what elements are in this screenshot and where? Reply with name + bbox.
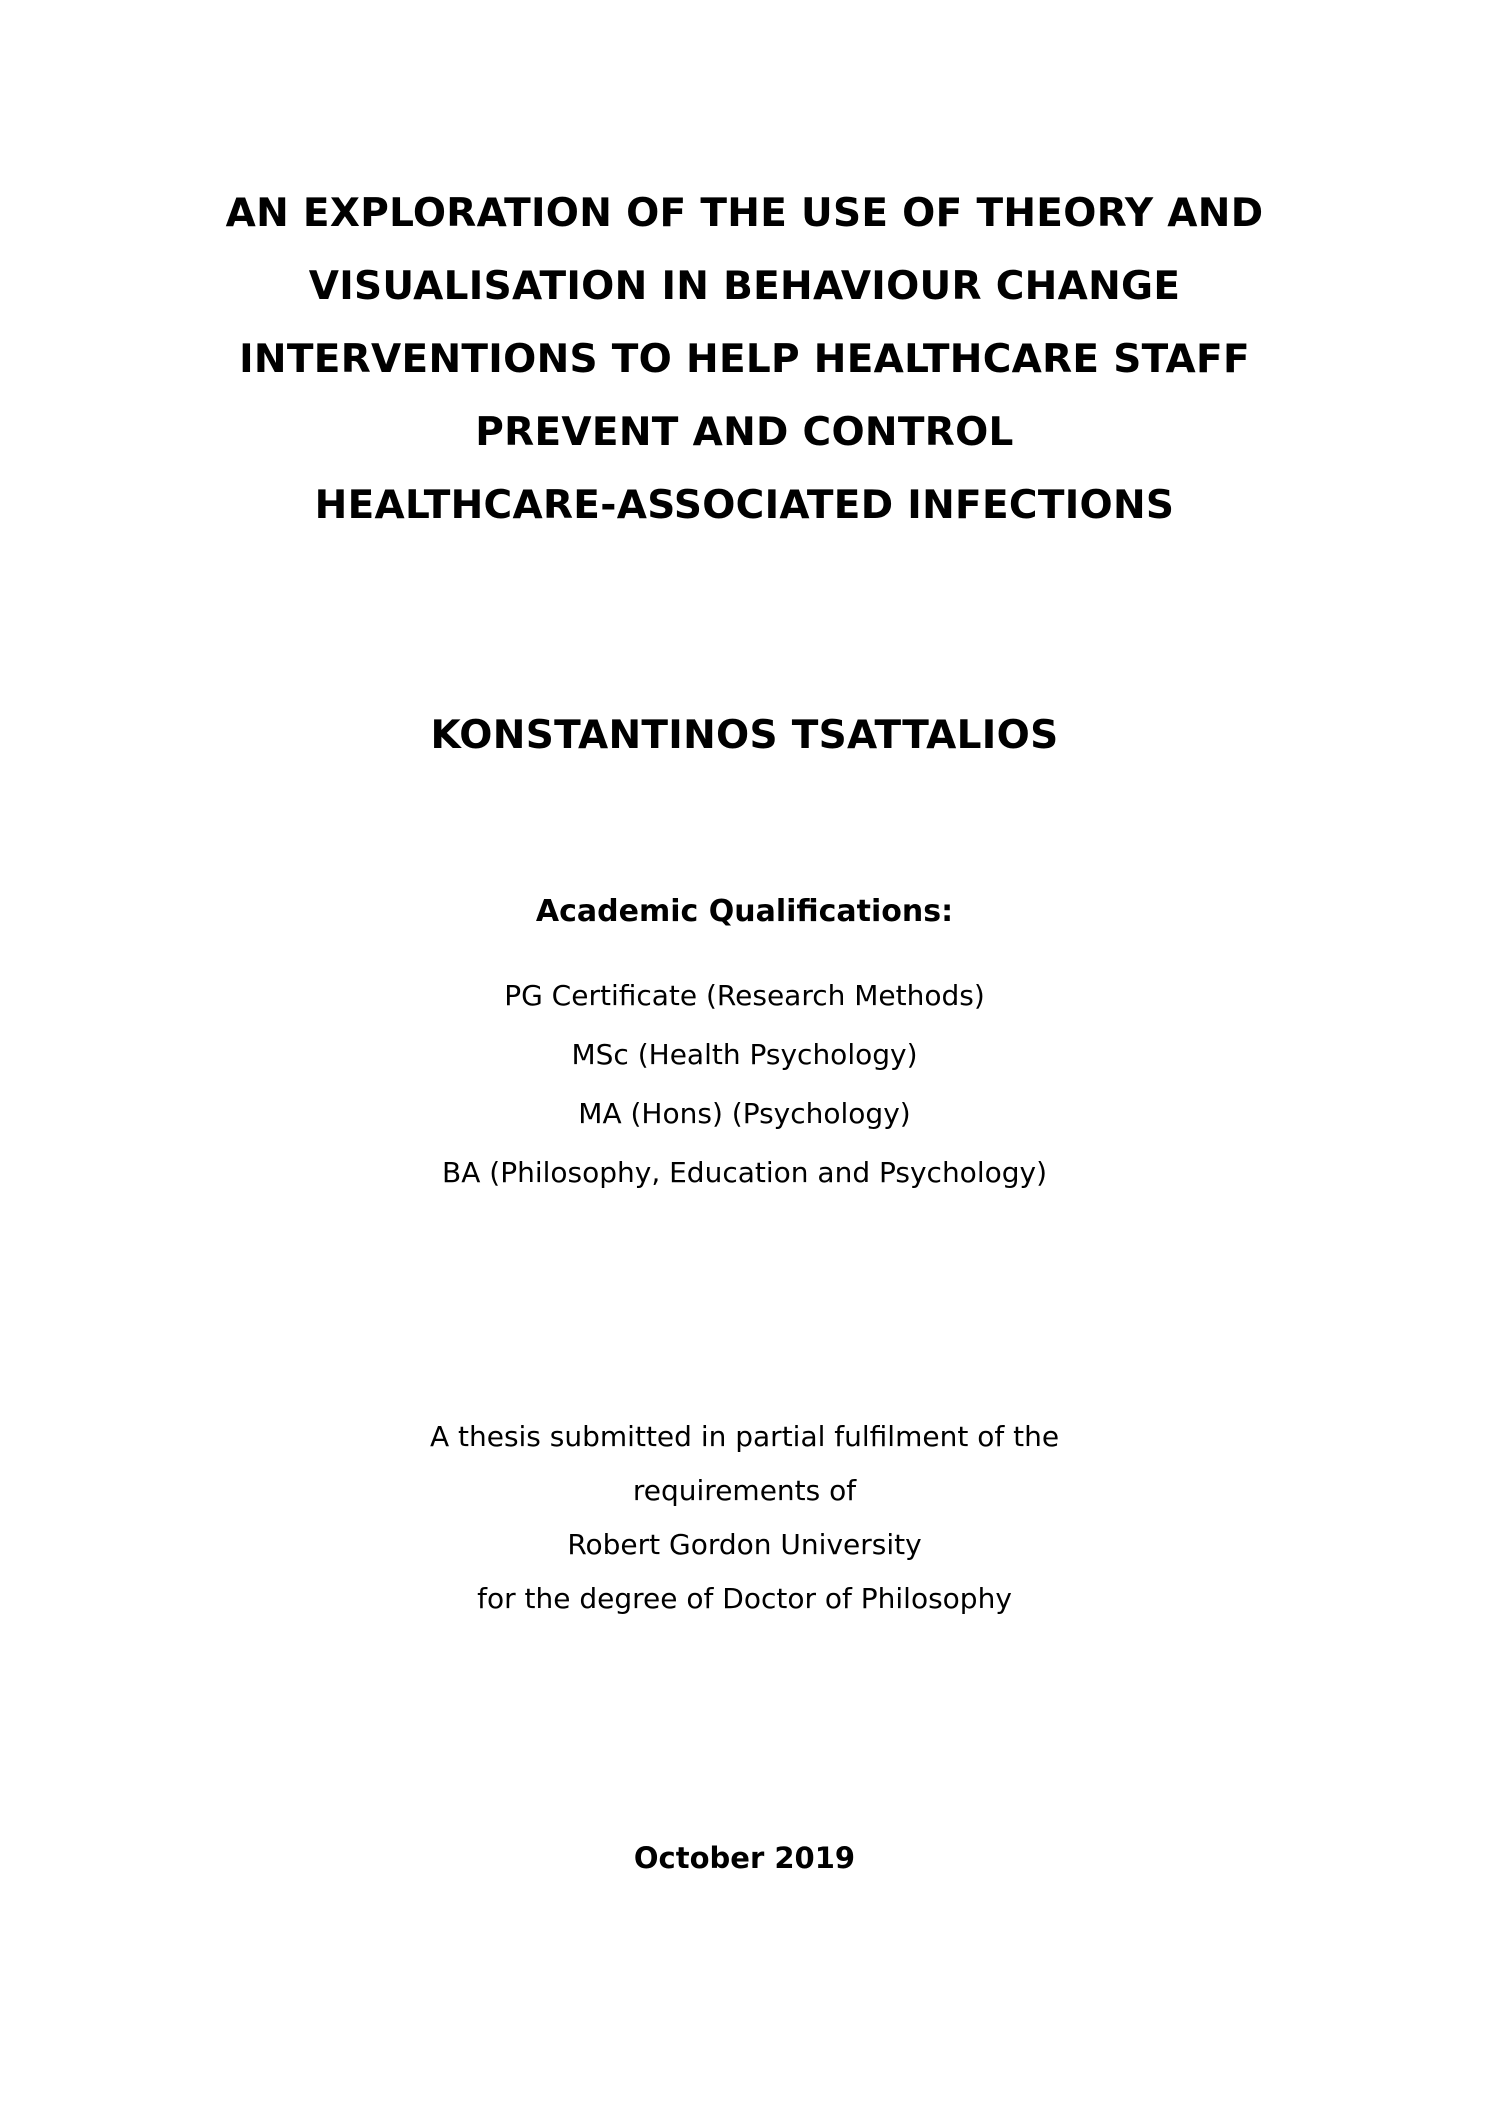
- title-line: VISUALISATION IN BEHAVIOUR CHANGE: [308, 264, 1181, 309]
- author-name: KONSTANTINOS TSATTALIOS: [430, 713, 1059, 758]
- submission-statement: [0, 1410, 1489, 1626]
- submission-line: A thesis submitted in partial fulfilment of the: [429, 1420, 1060, 1453]
- title-line: HEALTHCARE-ASSOCIATED INFECTIONS: [314, 483, 1175, 528]
- qualifications-heading: Academic Qualifications:: [535, 894, 954, 929]
- qualification-item: BA (Philosophy, Education and Psychology): [442, 1156, 1047, 1189]
- thesis-title: [0, 177, 1489, 542]
- title-line: INTERVENTIONS TO HELP HEALTHCARE STAFF: [239, 337, 1250, 382]
- qualifications-list: [0, 966, 1489, 1202]
- qualification-item: MA (Hons) (Psychology): [578, 1097, 911, 1130]
- submission-line: requirements of: [632, 1474, 857, 1507]
- submission-line: for the degree of Doctor of Philosophy: [477, 1582, 1012, 1615]
- submission-line: Robert Gordon University: [567, 1528, 922, 1561]
- qualification-item: MSc (Health Psychology): [571, 1038, 918, 1071]
- qualification-item: PG Certificate (Research Methods): [504, 979, 985, 1012]
- title-line: PREVENT AND CONTROL: [475, 410, 1014, 455]
- submission-date: October 2019: [633, 1841, 856, 1875]
- title-line: AN EXPLORATION OF THE USE OF THEORY AND: [225, 191, 1264, 236]
